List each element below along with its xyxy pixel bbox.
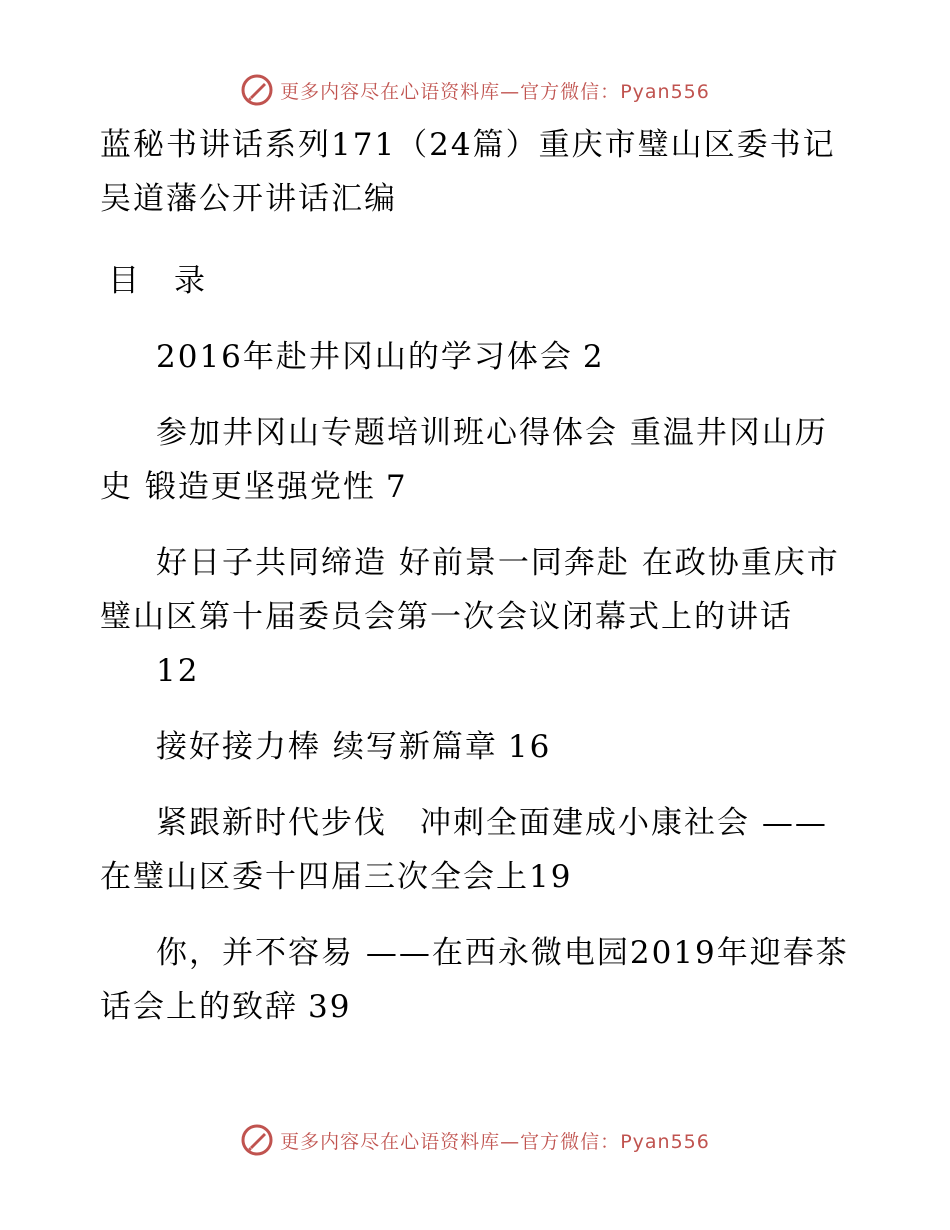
toc-item-title: 紧跟新时代步伐 冲刺全面建成小康社会 ——在璧山区委十四届三次全会上 [100, 805, 828, 895]
document-body [100, 118, 860, 1034]
toc-item-title: 接好接力棒 续写新篇章 [156, 729, 498, 765]
header-watermark [0, 70, 950, 110]
footer-watermark [0, 1120, 950, 1160]
toc-item-page: 19 [529, 859, 573, 895]
toc-item-title: 你，并不容易 ——在西永微电园2019年迎春茶话会上的致辞 [100, 935, 849, 1025]
toc-item [100, 926, 860, 1034]
toc-item-page: 7 [385, 469, 408, 505]
toc-item-page: 39 [308, 989, 352, 1025]
toc-item-page: 16 [507, 729, 552, 765]
toc-item-title: 参加井冈山专题培训班心得体会 重温井冈山历史 锻造更坚强党性 [100, 415, 828, 505]
toc-item-page: 2 [582, 339, 605, 375]
watermark-text: 更多内容尽在心语资料库—官方微信：Pyan556 [280, 80, 710, 103]
toc-item [100, 720, 860, 774]
toc-item [100, 330, 860, 384]
document-title: 蓝秘书讲话系列171（24篇）重庆市璧山区委书记吴道藩公开讲话汇编 [100, 127, 836, 217]
toc-item [100, 406, 860, 514]
toc-item [100, 796, 860, 904]
toc-list [100, 330, 860, 1034]
toc-item-title: 2016年赴井冈山的学习体会 [156, 339, 573, 375]
quill-logo-icon [240, 73, 274, 107]
watermark-text: 更多内容尽在心语资料库—官方微信：Pyan556 [280, 1130, 710, 1153]
toc-item [100, 536, 860, 698]
toc-heading: 目 录 [108, 263, 207, 299]
toc-item-title: 好日子共同缔造 好前景一同奔赴 在政协重庆市璧山区第十届委员会第一次会议闭幕式上的讲话 [100, 545, 840, 635]
toc-item-page: 12 [156, 653, 200, 689]
quill-logo-icon [240, 1123, 274, 1157]
